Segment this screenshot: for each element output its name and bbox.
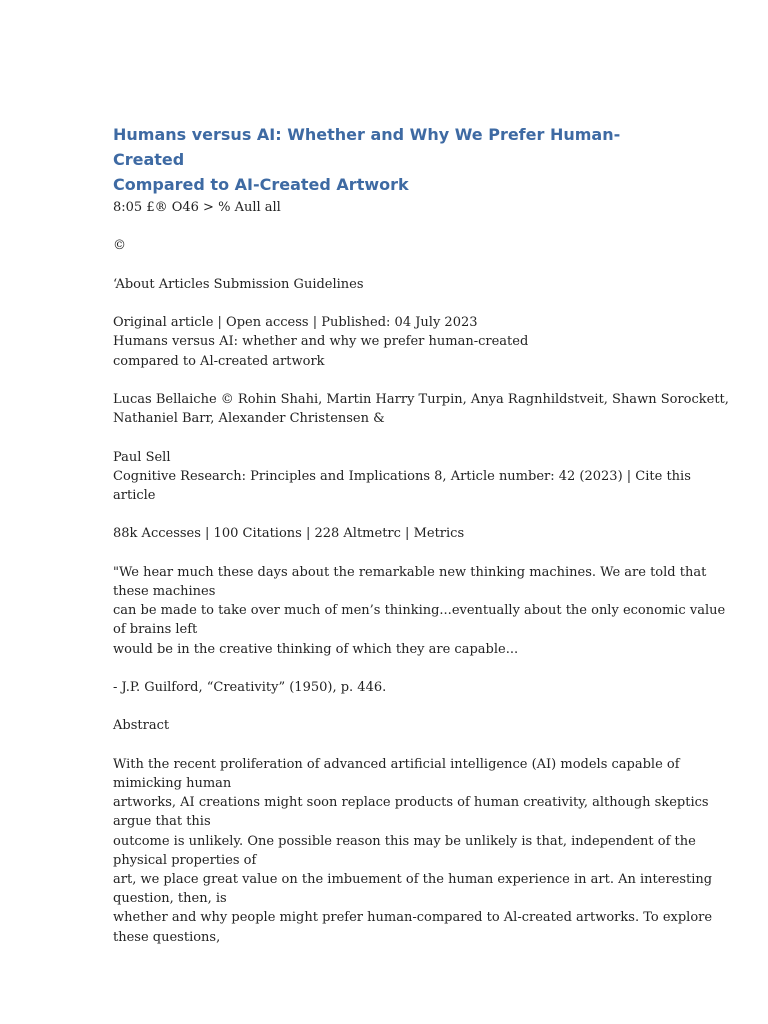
metrics-line: 88k Accesses | 100 Citations | 228 Altmetrc | Metrics <box>113 526 465 542</box>
abstract-heading: Abstract <box>113 718 170 734</box>
abstract-line: artworks, AI creations might soon replace products of human creativity, although skeptics <box>113 795 709 811</box>
abstract-line: physical properties of <box>113 852 257 868</box>
document-title-line: Humans versus AI: Whether and Why We Prefer Human-Created <box>113 125 621 169</box>
abstract-line: argue that this <box>113 814 211 830</box>
authors <box>113 390 729 428</box>
authors-line: Nathaniel Barr, Alexander Christensen & <box>113 411 385 427</box>
abstract-line: outcome is unlikely. One possible reason this may be unlikely is that, independent of the <box>113 833 696 849</box>
journal-info <box>113 448 691 506</box>
last-author: Paul Sell <box>113 449 171 465</box>
status-line: 8:05 £® O46 > % Aull all <box>113 200 281 215</box>
quote-line: would be in the creative thinking of which they are capable... <box>113 641 519 657</box>
quote-line: these machines <box>113 583 216 599</box>
article-meta: Original article | Open access | Published: 04 July 2023 <box>113 315 478 331</box>
abstract-line: With the recent proliferation of advanced artificial intelligence (AI) models capable of <box>113 756 680 772</box>
document-title-line: Compared to AI-Created Artwork <box>113 175 409 194</box>
abstract-body <box>113 755 713 947</box>
abstract-line: mimicking human <box>113 775 232 791</box>
abstract-line: question, then, is <box>113 891 227 907</box>
quote-attribution: - J.P. Guilford, “Creativity” (1950), p. 446. <box>113 679 387 695</box>
article-header <box>113 313 658 371</box>
abstract-line: these questions, <box>113 929 221 945</box>
article-title-line: Humans versus AI: whether and why we prefer human-created <box>113 334 529 350</box>
authors-line: Lucas Bellaiche © Rohin Shahi, Martin Harry Turpin, Anya Ragnhildstveit, Shawn Sorockett, <box>113 391 729 407</box>
copyright-mark: © <box>113 238 126 254</box>
nav-line: ‘About Articles Submission Guidelines <box>113 276 364 292</box>
epigraph-quote <box>113 563 726 659</box>
journal-line: article <box>113 487 156 503</box>
abstract-line: art, we place great value on the imbuement of the human experience in art. An interesting <box>113 871 713 887</box>
abstract-line: whether and why people might prefer human-compared to Al-created artworks. To explore <box>113 910 713 926</box>
quote-line: of brains left <box>113 622 198 638</box>
document-title <box>113 122 658 197</box>
quote-line: "We hear much these days about the remarkable new thinking machines. We are told that <box>113 564 707 580</box>
quote-line: can be made to take over much of men’s thinking...eventually about the only economic value <box>113 603 726 619</box>
journal-line: Cognitive Research: Principles and Implications 8, Article number: 42 (2023) | Cite this <box>113 468 691 484</box>
document-page <box>113 122 729 947</box>
article-title-line: compared to Al-created artwork <box>113 353 325 369</box>
